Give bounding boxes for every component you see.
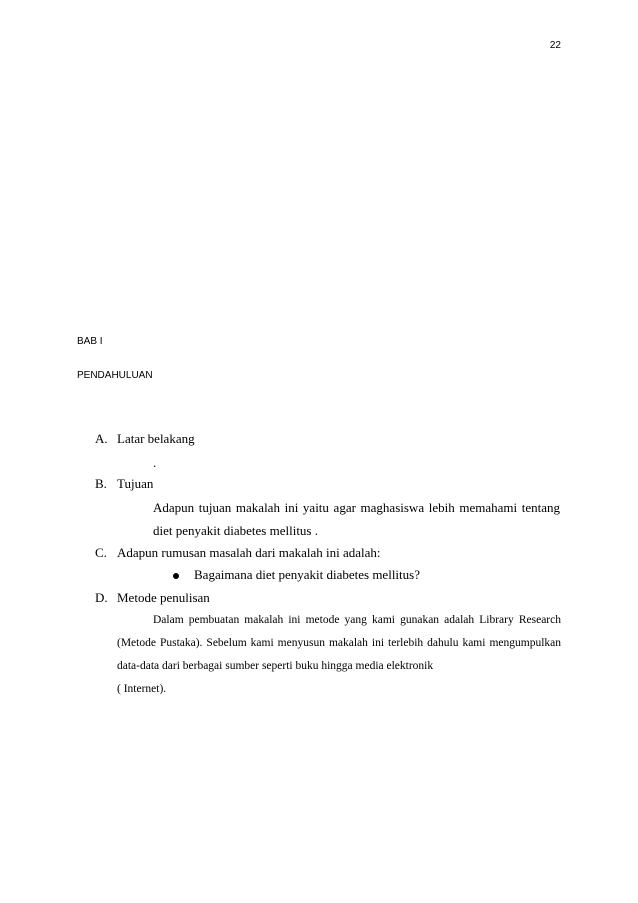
- section-c-title: Adapun rumusan masalah dari makalah ini adalah:: [117, 545, 381, 560]
- section-d-line-1: Dalam pembuatan makalah ini metode yang kami gunakan adalah Library Research: [153, 614, 561, 626]
- page-number: 22: [549, 40, 561, 51]
- section-a-title: Latar belakang: [117, 431, 195, 446]
- section-d-title: Metode penulisan: [117, 590, 210, 605]
- section-b-marker: B.: [95, 476, 107, 491]
- chapter-label: BAB I: [77, 336, 103, 347]
- section-b-title: Tujuan: [117, 476, 154, 491]
- section-c-marker: C.: [95, 545, 107, 560]
- bullet-icon: [173, 573, 179, 579]
- section-b-body-line-1: Adapun tujuan makalah ini yaitu agar maghasiswa lebih memahami tentang: [153, 500, 560, 515]
- chapter-title: PENDAHULUAN: [77, 370, 153, 381]
- section-a-marker: A.: [95, 431, 108, 446]
- section-c-bullet-text: Bagaimana diet penyakit diabetes mellitus?: [194, 567, 420, 582]
- section-d-line-2: (Metode Pustaka). Sebelum kami menyusun makalah ini terlebih dahulu kami mengumpulkan: [117, 637, 561, 649]
- section-b-body-line-2: diet penyakit diabetes mellitus .: [153, 523, 318, 538]
- section-d-line-4: ( Internet).: [117, 683, 167, 695]
- section-d-line-3: data-data dari berbagai sumber seperti buku hingga media elektronik: [117, 660, 434, 672]
- section-a-body: .: [153, 455, 157, 470]
- section-d-marker: D.: [95, 590, 108, 605]
